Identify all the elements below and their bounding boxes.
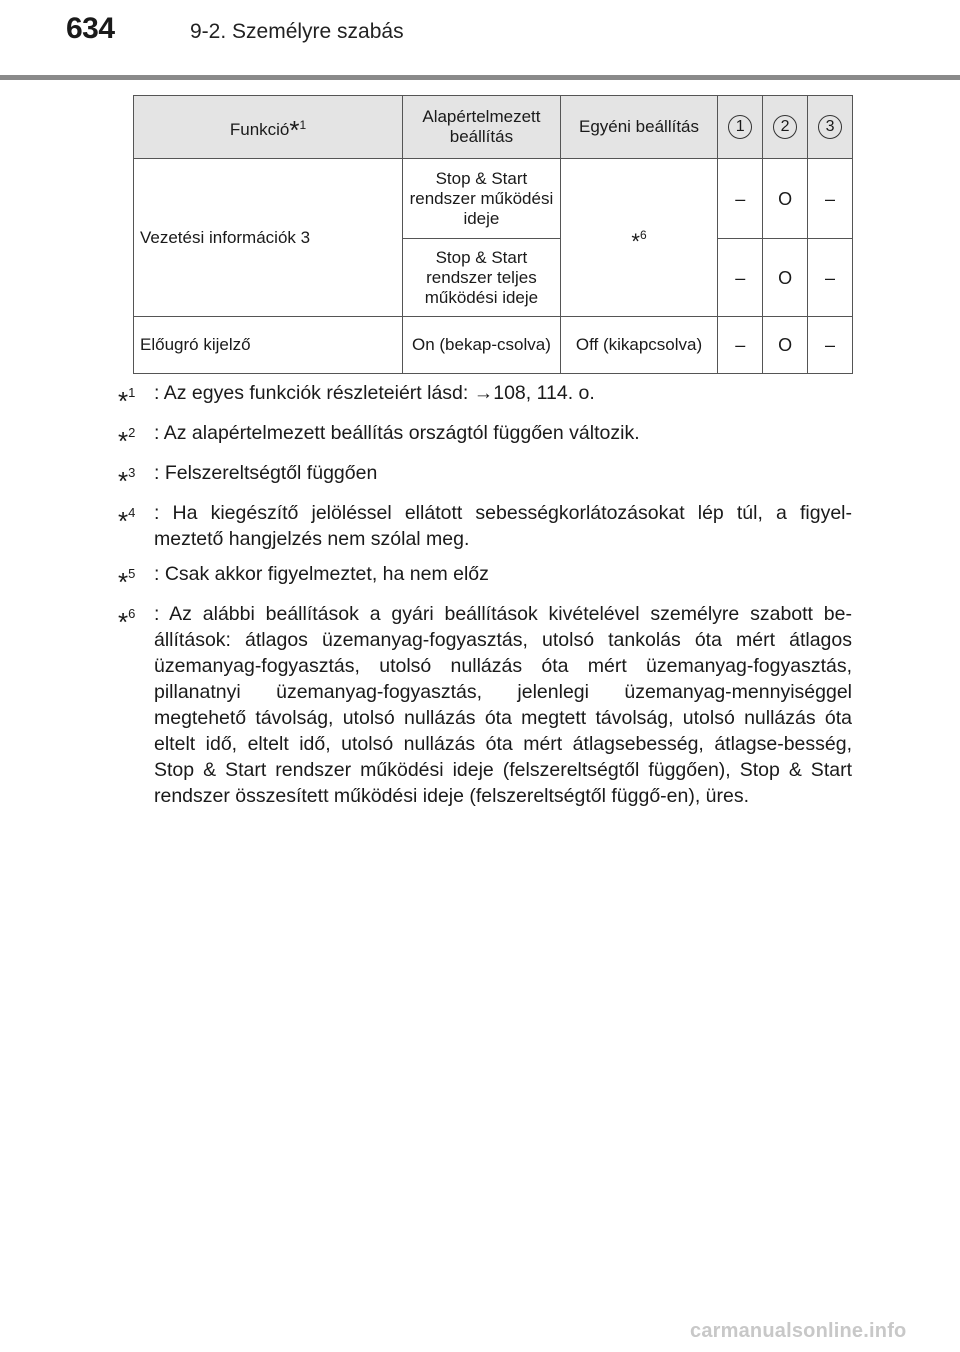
settings-table xyxy=(133,95,853,374)
asterisk-icon: * xyxy=(118,466,129,496)
footnote-ref: 1 xyxy=(299,117,307,132)
footnote-item xyxy=(118,561,852,597)
circled-number-1: 1 xyxy=(728,115,752,139)
header-c1 xyxy=(718,96,763,159)
footnote-ref: 6 xyxy=(639,228,647,242)
row-c3: – xyxy=(808,239,853,317)
circled-number-3: 3 xyxy=(818,115,842,139)
asterisk-icon: * xyxy=(118,567,129,597)
footnote-item xyxy=(118,380,852,416)
row-c3: – xyxy=(808,159,853,239)
footnote-text: : Felszereltségtől függően xyxy=(154,462,378,484)
row-default: On (bekap-csolva) xyxy=(403,317,561,374)
footnote-number: 4 xyxy=(128,505,136,520)
row-function: Előugró kijelző xyxy=(134,317,403,374)
page-number: 634 xyxy=(66,12,115,45)
footnote-number: 1 xyxy=(128,385,136,400)
row-c2: O xyxy=(763,317,808,374)
row-custom xyxy=(560,159,717,317)
table-header-row xyxy=(134,96,853,159)
footnote-item xyxy=(118,500,852,552)
section-title: 9-2. Személyre szabás xyxy=(190,20,404,43)
footnote-number: 2 xyxy=(128,425,136,440)
footnote-number: 5 xyxy=(128,566,136,581)
footnote-text: : Ha kiegészítő jelöléssel ellátott sebességkorlátozásokat lép túl, a figyel-meztető hangjelzés nem szólal meg. xyxy=(154,502,852,550)
header-function xyxy=(134,96,403,159)
watermark: carmanualsonline.info xyxy=(690,1320,907,1342)
footnote-text: : Az alábbi beállítások a gyári beállítások kivételével személyre szabott be-állítások: átlagos üzemanyag-fogyasztás, utolsó tankolás óta mért átlagos üzemanyag-fogyasztás, utolsó nullázás óta mért üzemanyag-fogyasztás, pillanatnyi üzemanyag-fogyasztás, jelenlegi üzemanyag-mennyiséggel megtehető távolság, utolsó nullázás óta megtett távolság, utolsó nullázás óta eltelt idő, eltelt idő, utolsó nullázás óta mért átlagsebesség, átlagse-besség, Stop & Start rendszer működési ideje (felszereltségtől függően), Stop & Start rendszer összesített működési ideje (felszereltségtől függő-en), üres. xyxy=(154,603,852,807)
header-function-label: Funkció xyxy=(229,119,290,139)
row-default: Stop & Start rendszer működési ideje xyxy=(403,159,561,239)
footnote-text: : Az egyes funkciók részleteiért lásd: →108, 114. o. xyxy=(154,382,595,404)
footnote-number: 3 xyxy=(128,465,136,480)
page-header xyxy=(0,0,960,80)
asterisk-icon: * xyxy=(118,607,129,637)
circled-number-2: 2 xyxy=(773,115,797,139)
footnote-text: : Csak akkor figyelmeztet, ha nem előz xyxy=(154,563,489,585)
asterisk-icon: * xyxy=(118,506,129,536)
footnote-number: 6 xyxy=(128,606,136,621)
row-c1: – xyxy=(718,159,763,239)
footnote-text: : Az alapértelmezett beállítás országtól függően változik. xyxy=(154,422,640,444)
footnote-item xyxy=(118,460,852,496)
asterisk-icon: * xyxy=(631,229,640,254)
asterisk-icon: * xyxy=(118,386,129,416)
row-custom: Off (kikapcsolva) xyxy=(560,317,717,374)
footnote-item xyxy=(118,420,852,456)
row-c2: O xyxy=(763,239,808,317)
row-c3: – xyxy=(808,317,853,374)
asterisk-icon: * xyxy=(118,426,129,456)
header-c3 xyxy=(808,96,853,159)
footnotes xyxy=(118,380,852,818)
row-default: Stop & Start rendszer teljes működési ideje xyxy=(403,239,561,317)
row-c1: – xyxy=(718,317,763,374)
header-default: Alapértelmezett beállítás xyxy=(403,96,561,159)
row-function: Vezetési információk 3 xyxy=(134,159,403,317)
header-c2 xyxy=(763,96,808,159)
header-rule xyxy=(0,75,960,80)
table-row xyxy=(134,159,853,239)
header-custom: Egyéni beállítás xyxy=(560,96,717,159)
row-c1: – xyxy=(718,239,763,317)
row-c2: O xyxy=(763,159,808,239)
footnote-item xyxy=(118,601,852,809)
asterisk-icon: * xyxy=(289,114,300,145)
table-row xyxy=(134,317,853,374)
